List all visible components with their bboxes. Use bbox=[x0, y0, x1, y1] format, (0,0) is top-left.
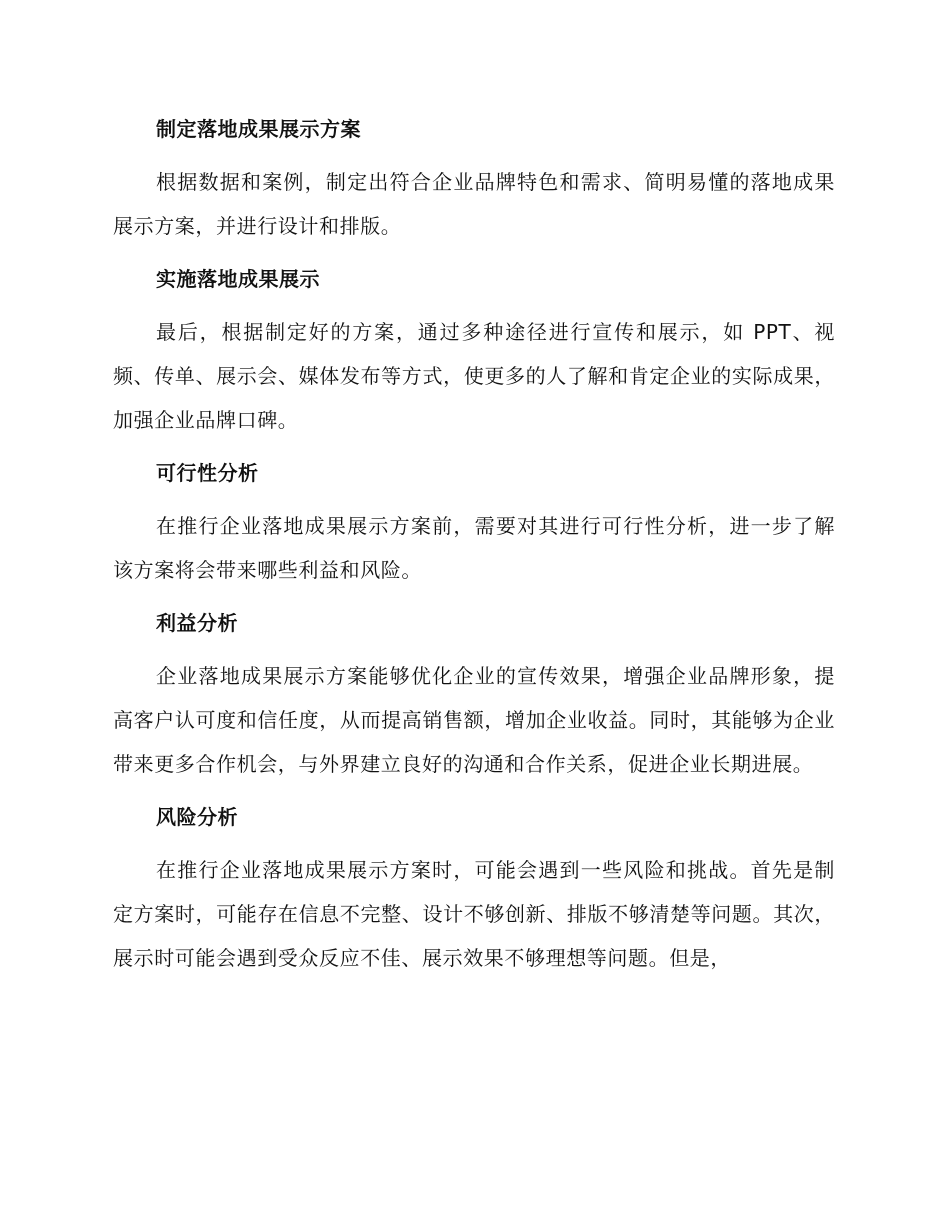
section-text-benefit: 企业落地成果展示方案能够优化企业的宣传效果，增强企业品牌形象，提高客户认可度和信任度，从而提高销售额，增加企业收益。同时，其能够为企业带来更多合作机会，与外界建立良好的沟通和合作关系，促进企业长期进展。 bbox=[113, 664, 835, 776]
section-heading-feasibility: 可行性分析 bbox=[156, 461, 259, 485]
section-heading-plan: 制定落地成果展示方案 bbox=[156, 117, 361, 141]
section-text-feasibility: 在推行企业落地成果展示方案前，需要对其进行可行性分析，进一步了解该方案将会带来哪些利益和风险。 bbox=[113, 514, 835, 582]
section-heading-implement: 实施落地成果展示 bbox=[156, 267, 320, 291]
section-text-risk: 在推行企业落地成果展示方案时，可能会遇到一些风险和挑战。首先是制定方案时，可能存在信息不完整、设计不够创新、排版不够清楚等问题。其次，展示时可能会遇到受众反应不佳、展示效果不够理想等问题。但是， bbox=[113, 858, 835, 970]
section-heading-benefit: 利益分析 bbox=[156, 611, 238, 635]
section-text-implement: 最后，根据制定好的方案，通过多种途径进行宣传和展示，如 PPT、视频、传单、展示会、媒体发布等方式，使更多的人了解和肯定企业的实际成果，加强企业品牌口碑。 bbox=[113, 320, 835, 432]
section-heading-risk: 风险分析 bbox=[156, 805, 238, 829]
document-body bbox=[113, 110, 835, 980]
section-text-plan: 根据数据和案例，制定出符合企业品牌特色和需求、简明易懂的落地成果展示方案，并进行设计和排版。 bbox=[113, 170, 835, 238]
